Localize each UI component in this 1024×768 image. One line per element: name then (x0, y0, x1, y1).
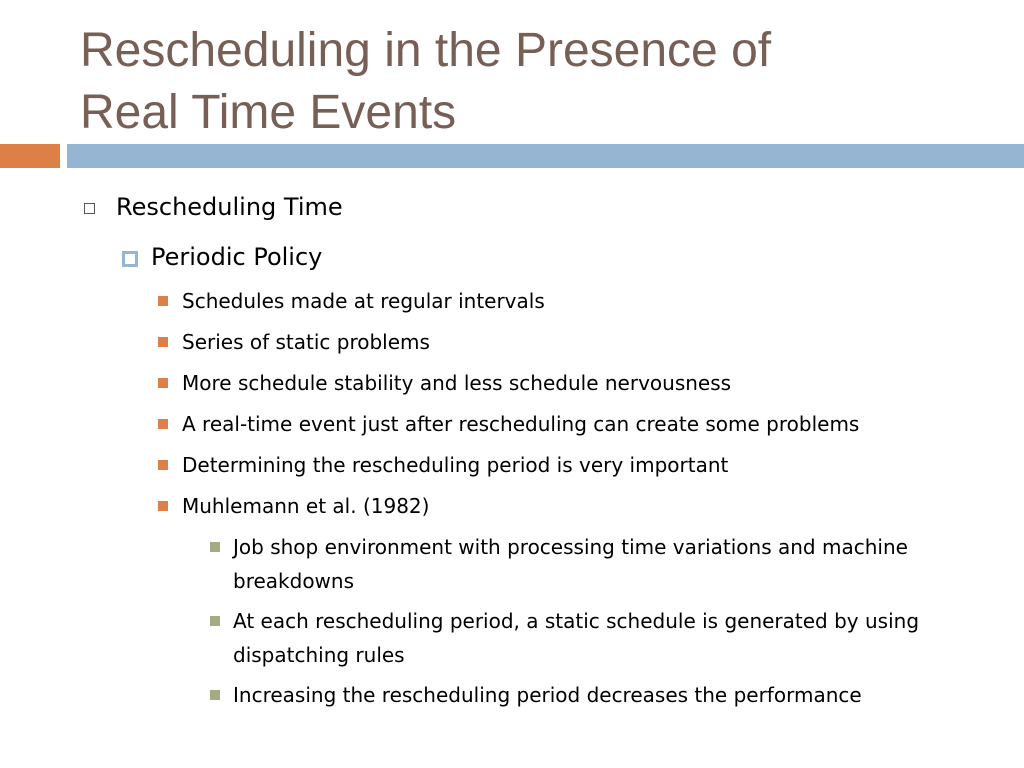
green-square-bullet-icon (210, 616, 220, 626)
orange-square-bullet-icon (158, 296, 168, 306)
bullet-level4-text-1: Job shop environment with processing time variations and machine breakdowns (233, 535, 908, 593)
bullet-level1-text: Rescheduling Time (116, 193, 343, 221)
bullet-level3-text-4: A real-time event just after rescheduling can create some problems (182, 412, 860, 436)
bullet-level3-text-2: Series of static problems (182, 330, 430, 354)
bullet-level3-text-5: Determining the rescheduling period is very important (182, 453, 729, 477)
bullet-level4-text-3: Increasing the rescheduling period decreases the performance (233, 683, 862, 707)
bullet-level3-text-6: Muhlemann et al. (1982) (182, 494, 430, 518)
bullet-level3-text-3: More schedule stability and less schedule nervousness (182, 371, 732, 395)
bullet-level4-text-2: At each rescheduling period, a static schedule is generated by using dispatching rules (233, 609, 920, 667)
green-square-bullet-icon (210, 542, 220, 552)
bullet-level3-text-1: Schedules made at regular intervals (182, 289, 545, 313)
orange-square-bullet-icon (158, 419, 168, 429)
slide-title-line-2: Real Time Events (80, 86, 457, 139)
orange-square-bullet-icon (158, 378, 168, 388)
orange-square-bullet-icon (158, 460, 168, 470)
bullet-level2-text: Periodic Policy (151, 243, 323, 271)
green-square-bullet-icon (210, 690, 220, 700)
hollow-square-bullet-icon (84, 203, 95, 214)
slide-title-line-1: Rescheduling in the Presence of (80, 24, 772, 77)
orange-square-bullet-icon (158, 501, 168, 511)
orange-square-bullet-icon (158, 337, 168, 347)
blue-square-bullet-icon (122, 251, 138, 267)
